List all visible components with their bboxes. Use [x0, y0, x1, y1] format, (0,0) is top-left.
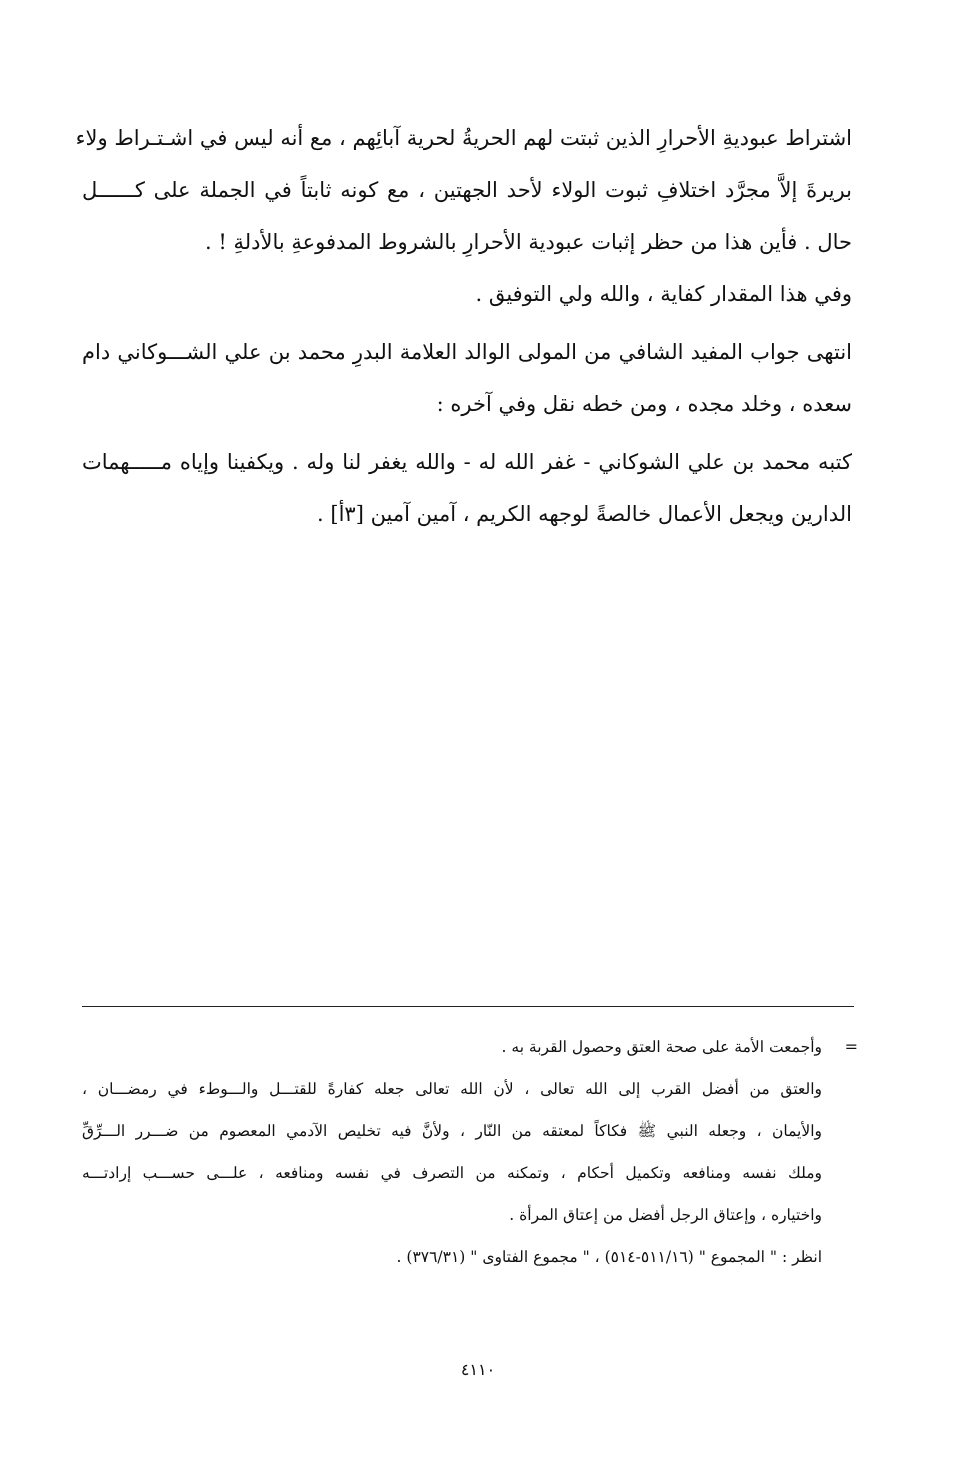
body-line: اشتراط عبوديةِ الأحرارِ الذين ثبتت لهم الحريةُ لحرية آبائِهم ، مع أنه ليس في اشـتـراط ولاء [75, 126, 852, 150]
footnote-divider [82, 1006, 854, 1007]
body-line: وفي هذا المقدار كفاية ، والله ولي التوفيق . [475, 282, 852, 306]
body-line: بريرةَ إلاَّ مجرَّد اختلافِ ثبوت الولاء لأحد الجهتين ، مع كونه ثابتاً في الجملة على كــــــل [82, 178, 852, 202]
body-line: انتهى جواب المفيد الشافي من المولى الوالد العلامة البدرِ محمد بن علي الشـــوكاني دام [82, 340, 852, 364]
continuation-mark: = [844, 1037, 858, 1056]
footnote-line: والأيمان ، وجعله النبي ﷺ فكاكاً لمعتقه من النّار ، ولأنَّ فيه تخليص الآدمي المعصوم من ضـــرر الـــرِّقِّ [82, 1122, 822, 1140]
body-line: سعده ، وخلد مجده ، ومن خطه نقل وفي آخره : [436, 392, 852, 416]
footnote-line: وملك نفسه ومنافعه وتكميل أحكام ، وتمكنه من التصرف في نفسه ومنافعه ، علـــى حســـب إرادتـــه [82, 1164, 822, 1182]
footnote-line: واختياره ، وإعتاق الرجل أفضل من إعتاق المرأة . [509, 1206, 822, 1224]
paragraph-2 [82, 326, 852, 430]
footnote-line-text: وأجمعت الأمة على صحة العتق وحصول القربة به . [501, 1038, 822, 1056]
paragraph-3 [82, 436, 852, 540]
footnote-line [82, 1026, 858, 1068]
page-number: ٤١١٠ [460, 1360, 496, 1379]
footnote-line: انظر : " المجموع " (٥١١/١٦-٥١٤) ، " مجموع الفتاوى " (٣٧٦/٣١) . [396, 1248, 822, 1266]
body-line: حال . فأين هذا من حظر إثبات عبودية الأحرارِ بالشروط المدفوعةِ بالأدلةِ ! . [205, 230, 852, 254]
body-line: كتبه محمد بن علي الشوكاني - غفر الله له - والله يغفر لنا وله . ويكفينا وإياه مـــــهمات [82, 450, 852, 474]
body-line: الدارين ويجعل الأعمال خالصةً لوجهه الكريم ، آمين آمين [٣أ] . [317, 502, 852, 526]
body-text [75, 112, 852, 546]
paragraph-1 [75, 112, 852, 320]
footnote-line: والعتق من أفضل القرب إلى الله تعالى ، لأن الله تعالى جعله كفارةً للقتـــل والـــوطء في رمضـــان ، [82, 1080, 822, 1098]
footnotes [82, 1026, 858, 1278]
